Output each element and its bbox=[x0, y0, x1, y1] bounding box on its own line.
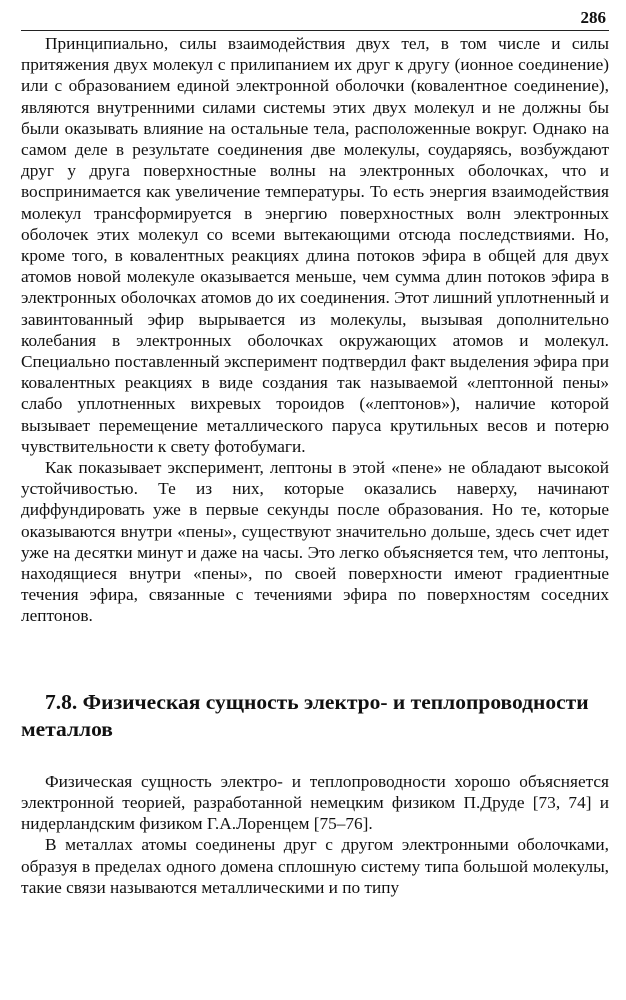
paragraph-electron-theory: Физическая сущность электро- и теплопроводности хорошо объясняется электронной теорией, разработанной немецким физиком П.Друде [73, 74] и нидерландским физиком Г.А.Лоренцем [75–76]. bbox=[21, 771, 609, 834]
heading-spacer bbox=[21, 743, 609, 771]
page-number: 286 bbox=[580, 8, 606, 27]
page-body bbox=[21, 33, 609, 898]
paragraph-lepton-foam: Как показывает эксперимент, лептоны в этой «пене» не обладают высокой устойчивостью. Те из них, которые оказались наверху, начинают диффундировать уже в первые секунды после образования. Но те, которые оказываются внутри «пены», существуют значительно дольше, здесь счет идет уже на десятки минут и даже на часы. Это легко объясняется тем, что лептоны, находящиеся внутри «пены», по своей поверхности имеют градиентные течения эфира, связанные с течениями эфира по поверхностям соседних лептонов. bbox=[21, 458, 609, 626]
page-header bbox=[21, 6, 609, 31]
section-heading: 7.8. Физическая сущность электро- и теплопроводности металлов bbox=[21, 689, 589, 741]
paragraph-ether-release: Принципиально, силы взаимодействия двух тел, в том числе и силы притяжения двух молекул с прилипанием их друг к другу (ионное соединение) или с образованием единой электронной оболочки (ковалентное соединение), являются внутренними силами системы этих двух молекул и не должны бы были оказывать влияние на остальные тела, расположенные вокруг. Однако на самом деле в результате соединения две молекулы, соударяясь, возбуждают друг у друга поверхностные волны на электронных оболочках, что и воспринимается как увеличение температуры. То есть энергия взаимодействия молекул трансформируется в энергию поверхностных волн электронных оболочек этих молекул со всеми вытекающими отсюда последствиями. Но, кроме того, в ковалентных реакциях длина потоков эфира в общей для двух атомов новой молекуле оказывается меньше, чем сумма длин потоков эфира в электронных оболочках атомов до их соединения. Этот лишний уплотненный и завинтованный эфир вырывается из молекулы, вызывая дополнительно колебания в электронных оболочках окружающих атомов и молекул. Специально поставленный эксперимент подтвердил факт выделения эфира при ковалентных реакциях в виде создания так называемой «лептонной пены» слабо уплотненных вихревых тороидов («лептонов»), наличие которой вызывает перемещение металлического паруса крутильных весов и потерю чувствительности к свету фотобумаги. bbox=[21, 34, 609, 456]
paragraph-metallic-bonds: В металлах атомы соединены друг с другом электронными оболочками, образуя в пределах одного домена сплошную систему типа большой молекулы, такие связи называются металлическими и по типу bbox=[21, 835, 609, 897]
